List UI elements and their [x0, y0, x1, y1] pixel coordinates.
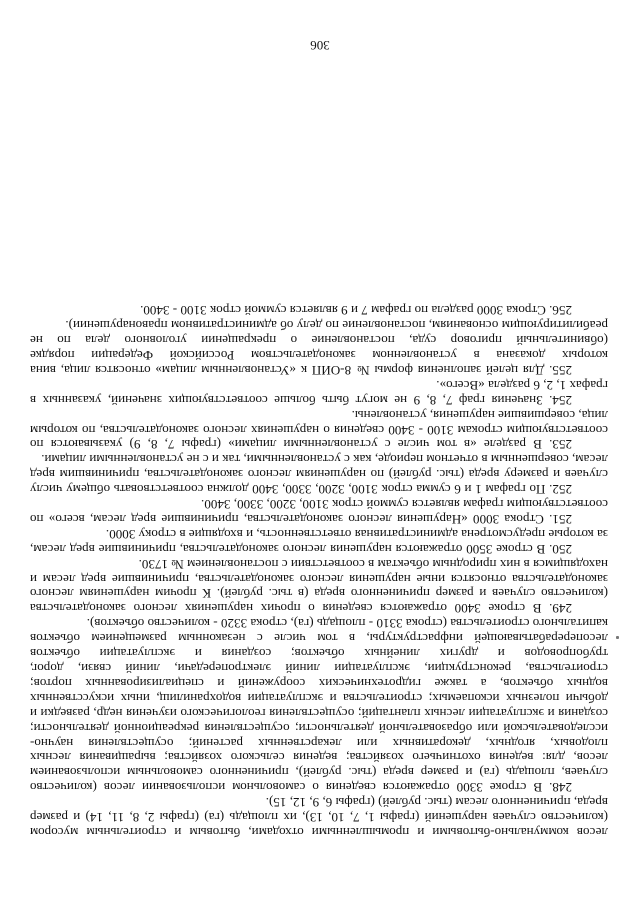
- paragraph-253: 253. В разделе «в том числе с установленными лицами» (графы 7, 8, 9) указываются по соответствующим строкам 3100 - 3400 сведения о нарушениях лесного законодательства, по которым лица, совершившие нарушения, установлены.: [30, 407, 608, 453]
- paragraph-256: 256. Строка 3000 раздела по графам 7 и 9 является суммой строк 3100 - 3400.: [140, 303, 572, 319]
- paragraph-248: 248. В строке 3300 отражаются сведения о самовольном использовании лесов (количество случаев, площадь (га) и размер вреда (тыс. рублей), причиненного самовольным использованием лесов, для: ведения охотничьего хозяйства; ведения сельского хозяйства; выращивания лесных плодовых, ягодных, декоративных или лекарственных растений; осуществления научно-исследовательской или образовательной деятельности; осуществления рекреационной деятельности; создания и эксплуатации лесных плантаций; осуществления геологического изучения недр, разведки и добычи полезных ископаемых; строительства и эксплуатации водохранилищ, иных искусственных водных объектов, а также гидротехнических сооружений и специализированных портов; строительства, реконструкции, эксплуатации линий электропередачи, линий связи, дорог, трубопроводов и других линейных объектов; создания и эксплуатации объектов лесоперерабатывающей инфраструктуры, в том числе с незаконным размещением объектов капитального строительства (строка 3310 - площадь (га), строка 3320 - количество объектов).: [30, 616, 608, 796]
- paragraph-249: 249. В строке 3400 отражаются сведения о прочих нарушениях лесного законодательства (количество случаев и размер причиненного вреда (в тыс. рублей). К прочим нарушениям лесного законодательства относятся иные нарушения лесного законодательства, причинившие вред лесам и находящимся в них природным объектам в соответствии с постановлением № 1730.: [30, 556, 608, 617]
- paragraph-255: 255. Для целей заполнения формы № 8-ОИП к «Установленным лицам» относятся лица, вина которых доказана в установленном законодательством Российской Федерации порядке (обвинительный приговор суда, постановление о прекращении уголовного дела по не реабилитирующим основаниям, постановление по делу об административном правонарушении).: [30, 318, 608, 378]
- paragraph-continuation: лесов коммунально-бытовыми и промышленными отходами, бытовым и строительным мусором (количество случаев нарушений (графы 1, 7, 10, 13), их площадь (га) (графы 2, 8, 11, 14) и размер вреда, причиненного лесам (тыс. рублей) (графы 6, 9, 12, 15).: [30, 795, 608, 840]
- paragraph-250: 250. В строке 3500 отражаются нарушения лесного законодательства, причинившие вред лесам, за которые предусмотрена административная ответственность, и входящие в строку 3000.: [30, 526, 608, 557]
- paragraph-252: 252. По графам 1 и 6 сумма строк 3100, 3200, 3300, 3400 должна соответствовать общему числу случаев и размеру вреда (тыс. рублей) по нарушениям лесного законодательства, причинившим вред лесам, совершенным в отчетном периоде, как с установленными, так и с не установленными лицами.: [30, 452, 608, 498]
- paragraph-251: 251. Строка 3000 «Нарушения лесного законодательства, причинившие вред лесам, всего» по соответствующим графам является суммой строк 3100, 3200, 3300, 3400.: [30, 497, 608, 527]
- document-body: [30, 302, 608, 839]
- paragraph-254: 254. Значения граф 7, 8, 9 не могут быть больше соответствующих значений, указанных в графах 1, 2, 6 раздела «Всего».: [30, 377, 608, 408]
- page-number: 306: [310, 38, 330, 53]
- scan-speck: [616, 636, 619, 639]
